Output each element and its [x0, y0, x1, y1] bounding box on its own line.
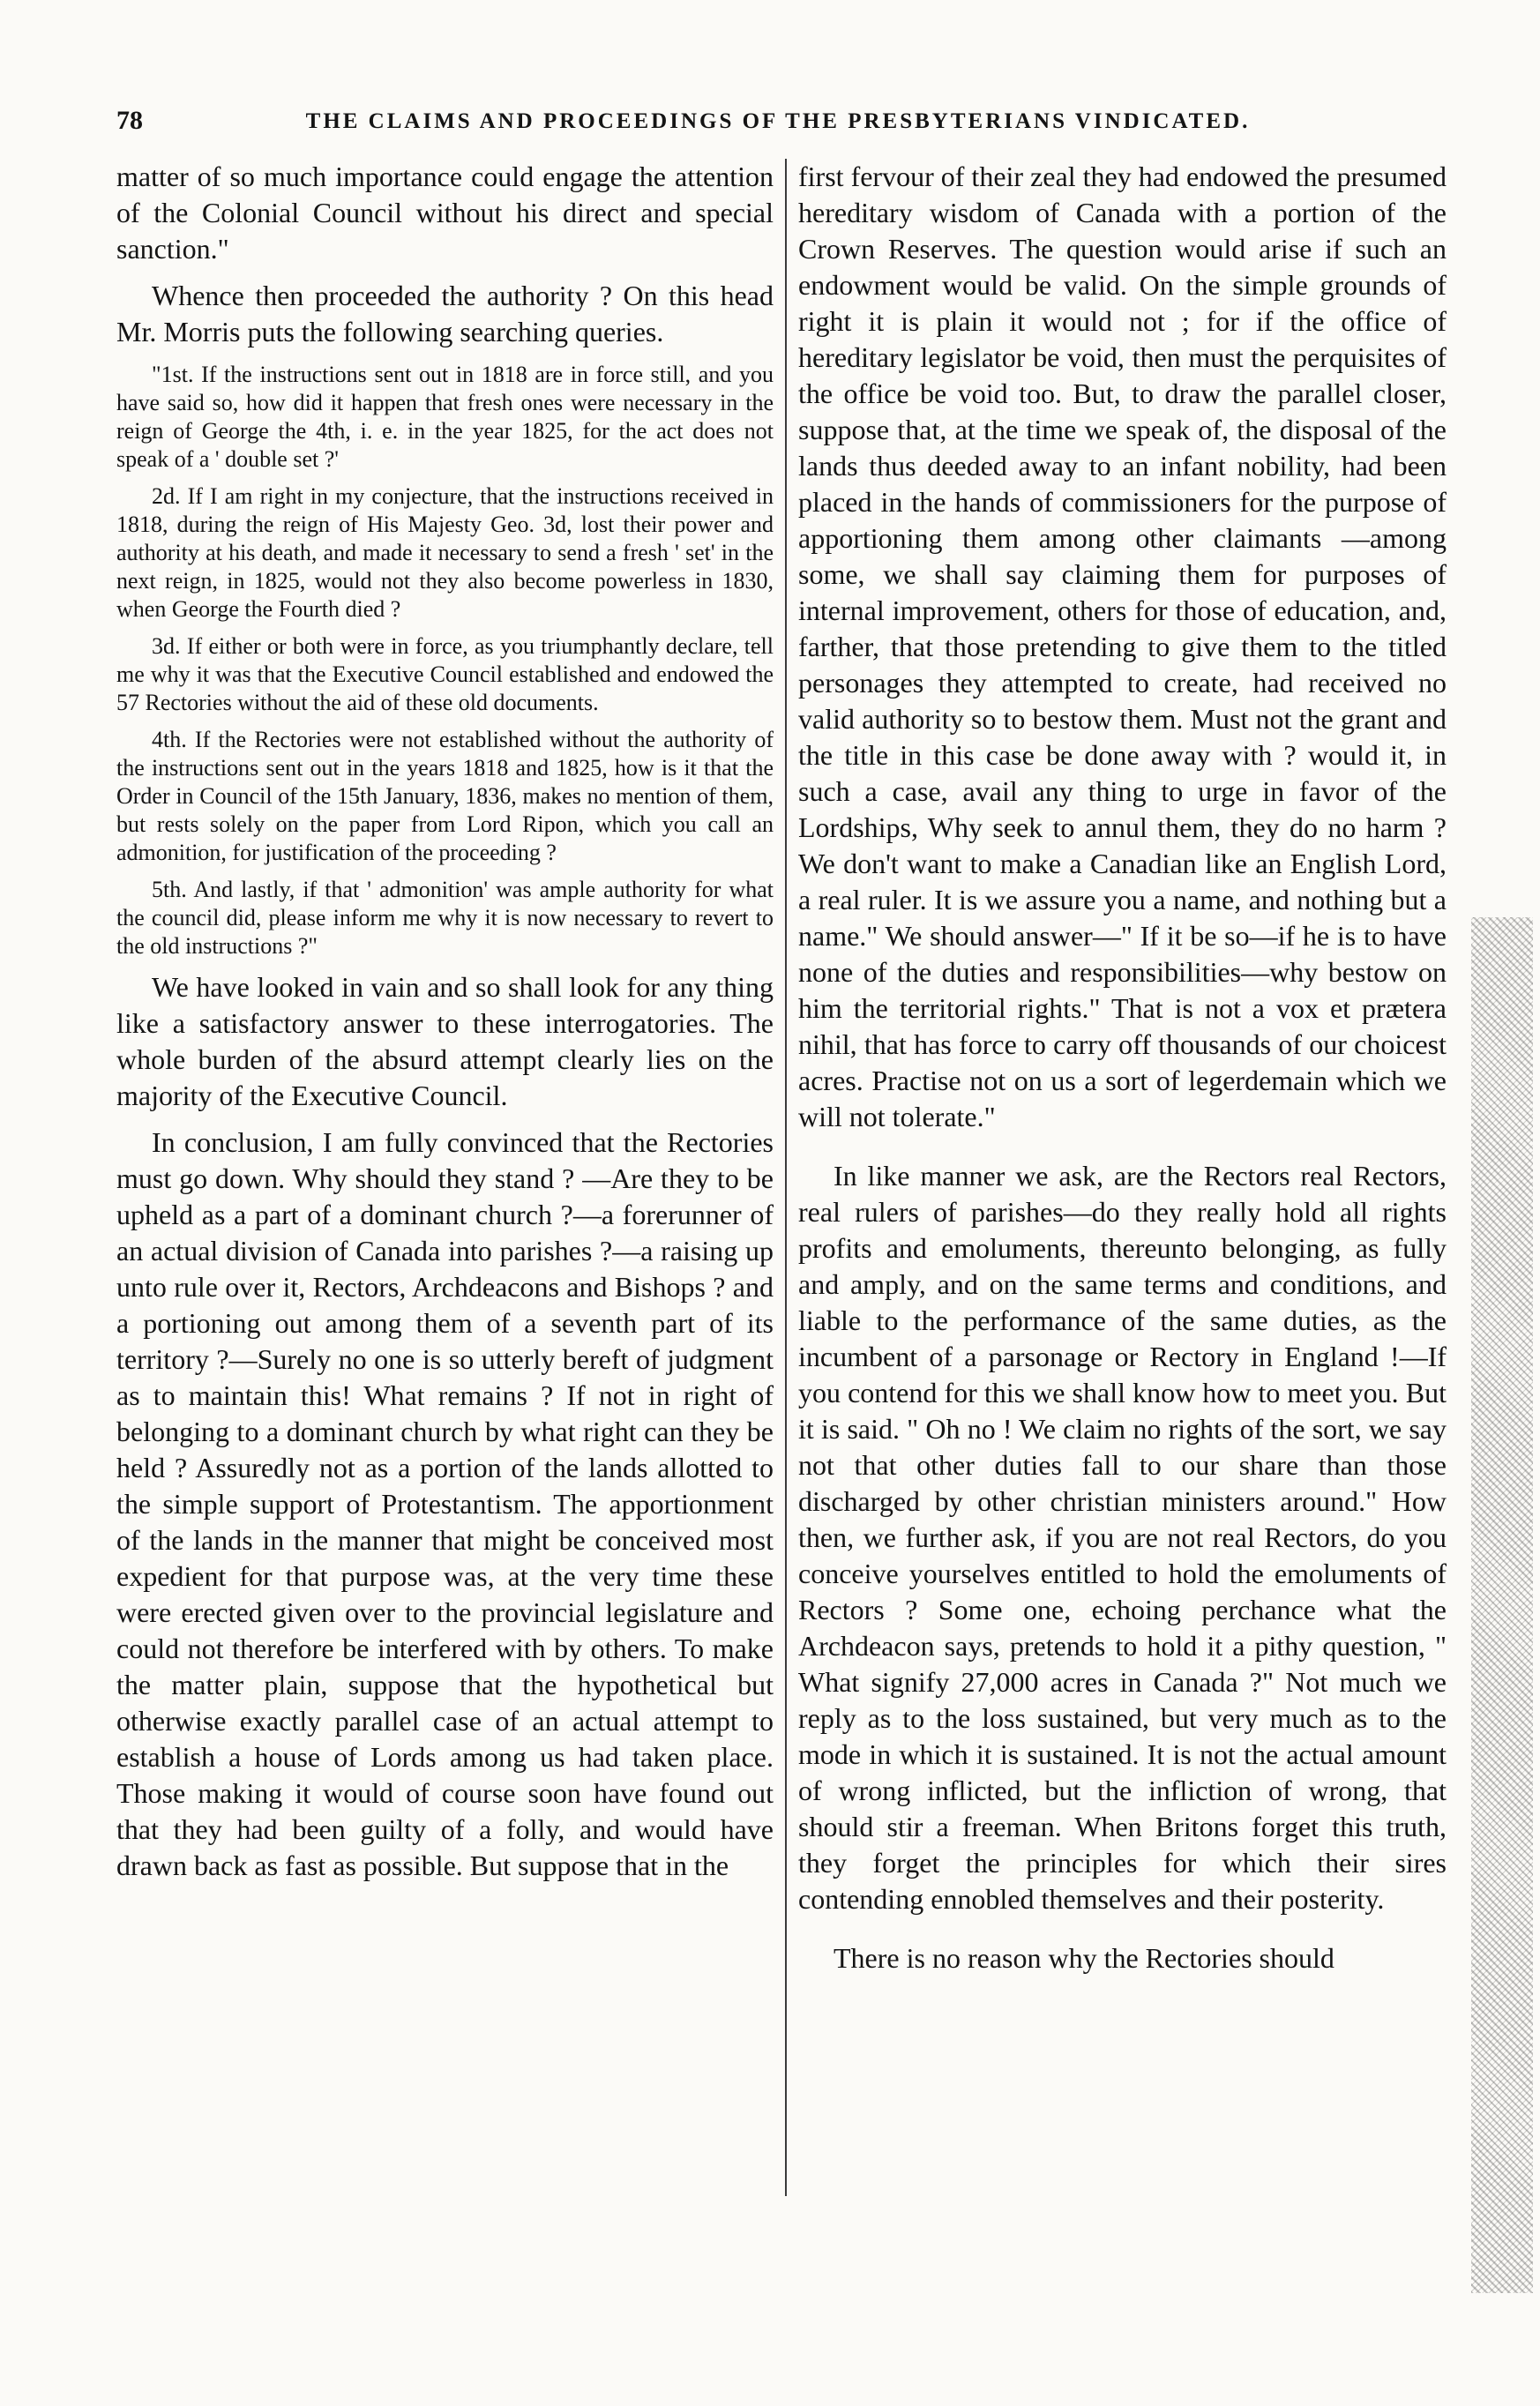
paragraph: Whence then proceeded the authority ? On this head Mr. Morris puts the following searching queries.	[116, 280, 774, 347]
running-head	[116, 106, 1439, 145]
paragraph: We have looked in vain and so shall look for any thing like a satisfactory answer to these interrogatories. The whole burden of the absurd attempt clearly lies on the majority of the Executive Council.	[116, 971, 774, 1111]
quoted-query: 4th. If the Rectories were not established without the authority of the instructions sent out in the years 1818 and 1825, how is it that the Order in Council of the 15th January, 1836, makes no mention of them, but rests solely on the paper from Lord Ripon, which you call an admonition, for justification of the proceeding ?	[116, 727, 774, 865]
quoted-query: "1st. If the instructions sent out in 1818 are in force still, and you have said so, how did it happen that fresh ones were necessary in the reign of George the 4th, i. e. in the year 1825, for the act does not speak of a ' double set ?'	[116, 362, 774, 472]
column-divider	[785, 159, 787, 2196]
paragraph: matter of so much importance could engage the attention of the Colonial Council without his direct and special sanction."	[116, 161, 774, 265]
right-column	[798, 159, 1447, 2328]
quoted-query: 3d. If either or both were in force, as you triumphantly declare, tell me why it was that the Executive Council established and endowed the 57 Rectories without the aid of these old documents.	[116, 633, 774, 715]
paragraph: In conclusion, I am fully convinced that the Rectories must go down. Why should they stand ? —Are they to be upheld as a part of a dominant church ?—a forerunner of an actual division of Canada into parishes ?—a raising up unto rule over it, Rectors, Archdeacons and Bishops ? and a portioning out among them of a seventh part of its territory ?—Surely no one is so utterly bereft of judgment as to maintain this! What remains ? If not in right of belonging to a dominant church by what right can they be held ? Assuredly not as a portion of the lands allotted to the simple support of Protestantism. The apportionment of the lands in the manner that might be conceived most expedient for that purpose was, at the very time these were erected given over to the provincial legislature and could not therefore be interfered with by others. To make the matter plain, suppose that the hypothetical but otherwise exactly parallel case of an actual attempt to establish a house of Lords among us had taken place. Those making it would of course soon have found out that they had been guilty of a folly, and would have drawn back as fast as possible. But suppose that in the	[116, 1126, 774, 1881]
paragraph: In like manner we ask, are the Rectors real Rectors, real rulers of parishes—do they really hold all rights profits and emoluments, thereunto belonging, as fully and amply, and on the same terms and conditions, and liable to the performance of the same duties, as the incumbent of a parsonage or Rectory in England !—If you contend for this we shall know how to meet you. But it is said. " Oh no ! We claim no rights of the sort, we say not that other duties fall to our share than those discharged by other christian ministers around." How then, we further ask, if you are not real Rectors, do you conceive yourselves entitled to hold the emoluments of Rectors ? Some one, echoing perchance what the Archdeacon says, pretends to hold it a pithy question, " What signify 27,000 acres in Canada ?" Not much we reply as to the loss sustained, but very much as to the mode in which it is sustained. It is not the actual amount of wrong inflicted, but the infliction of wrong, that should stir a freeman. When Britons forget this truth, they forget the principles for which their sires contending ennobled themselves and their posterity.	[798, 1160, 1447, 1915]
page-number: 78	[116, 106, 143, 135]
paragraph: first fervour of their zeal they had endowed the presumed hereditary wisdom of Canada with a portion of the Crown Reserves. The question would arise if such an endowment would be valid. On the simple grounds of right it is plain it would not ; for if the office of hereditary legislator be void, then must the perquisites of the office be void too. But, to draw the parallel closer, suppose that, at the time we speak of, the disposal of the lands thus deeded away to an infant nobility, had been placed in the hands of commissioners for the purpose of apportioning them among other claimants —among some, we shall say claiming them for purposes of internal improvement, others for those of education, and, farther, that those pretending to give them to the titled personages they attempted to create, had received no valid authority so to bestow them. Must not the grant and the title in this case be done away with ? would it, in such a case, avail any thing to urge in favor of the Lordships, Why seek to annul them, they do no harm ? We don't want to make a Canadian like an English Lord, a real ruler. It is we assure you a name, and nothing but a name." We should answer—" If it be so—if he is to have none of the duties and responsibilities—why bestow on him the territorial rights." That is not a vox et prætera nihil, that has force to carry off thousands of our choicest acres. Practise not on us a sort of legerdemain which we will not tolerate."	[798, 161, 1447, 1132]
quoted-query: 2d. If I am right in my conjecture, that the instructions received in 1818, during the reign of His Majesty Geo. 3d, lost their power and authority at his death, and made it necessary to send a fresh ' set' in the next reign, in 1825, would not they also become powerless in 1830, when George the Fourth died ?	[116, 483, 774, 622]
left-column	[116, 159, 774, 2328]
quoted-query: 5th. And lastly, if that ' admonition' was ample authority for what the council did, please inform me why it is now necessary to revert to the old instructions ?"	[116, 877, 774, 959]
scan-edge-artifact	[1471, 917, 1533, 2293]
page-header-title: THE CLAIMS AND PROCEEDINGS OF THE PRESBYTERIANS VINDICATED.	[305, 109, 1251, 133]
paragraph: There is no reason why the Rectories should	[834, 1942, 1334, 1974]
